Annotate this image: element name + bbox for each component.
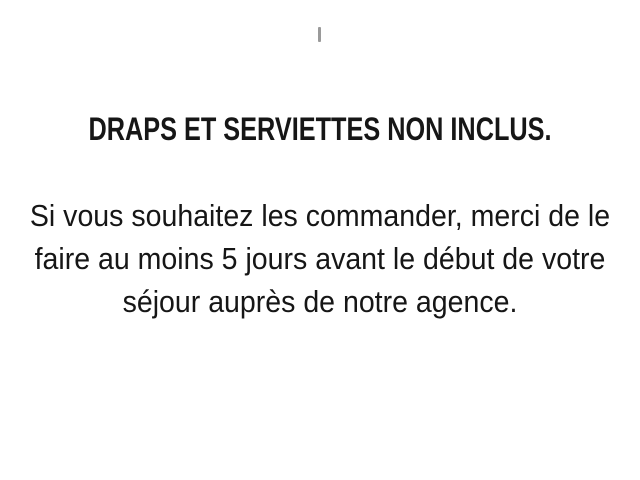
notice-heading: DRAPS ET SERVIETTES NON INCLUS. [88, 111, 552, 147]
notice-body-line-2: faire au moins 5 jours avant le début de votre [34, 241, 606, 276]
notice-body [26, 194, 615, 323]
notice-body-line-3: séjour auprès de notre agence. [122, 284, 518, 319]
notice-body-line-1: Si vous souhaitez les commander, merci de le [29, 198, 611, 233]
text-cursor-icon [318, 27, 321, 42]
